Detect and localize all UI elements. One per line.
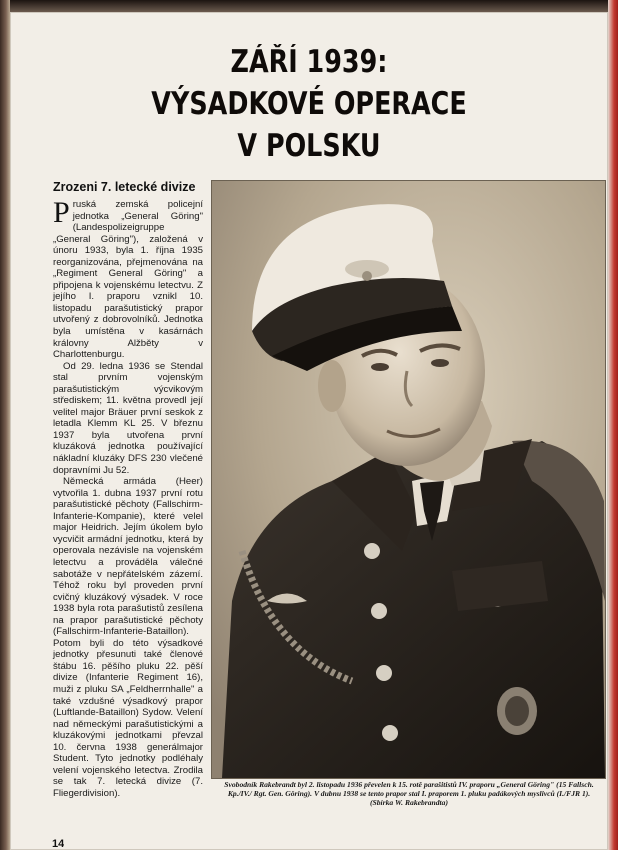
title-line-3: V POLSKU — [237, 128, 381, 164]
portrait-illustration — [212, 181, 605, 778]
page-top-edge — [0, 0, 618, 12]
photo-caption: Svobodník Rakebrandt byl 2. listopadu 1936 převelen k 15. rotě parašitistů IV. praporu „General Göring" (15 Fallsch. Kp./IV./ Rgt. Gen. Göring). V dubnu 1938 se tento prapor stal I. praporem 1. pluku padákových myslivců (I./FJR 1). (Sbírka W. Rakebrandta) — [224, 780, 594, 808]
page-number: 14 — [52, 838, 65, 850]
paragraph-3: Německá armáda (Heer) vytvořila 1. dubna 1937 první rotu parašutistické pěchoty (Fallschirm-Infanterie-Kompanie), které velel major Heidrich. Jejím úkolem bylo vycvičit armádní jednotku, která by operovala nezávisle na vojenském letectvu a prováděla válečné sabotáže v nepřátelském zázemí. Téhož roku byl proveden první cvičný kluzákový výsadek. V roce 1938 byla rota parašutistů zesílena na prapor parašutistické pěchoty (Fallschirm-Infanterie-Bataillon). Potom byli do této výsadkové jednotky přesunuti také členové štábu 16. pěšího pluku 22. pěší divize (Infanterie Regiment 16), muži z pluku SA „Feldherrnhalle" a také vzdušné výsadkový prapor (Luftlande-Bataillon) Sydow. Velení nad německými parašutistickými a kluzákovými jednotkami převzal 10. června 1938 generálmajor Student. Tyto jednotky podléhaly velení vojenského letectva. Zrodila se tak 7. letecká divize (7. Fliegerdivision). — [53, 476, 203, 799]
portrait-photo — [212, 181, 605, 778]
paragraph-2: Od 29. ledna 1936 se Stendal stal prvním vojenským parašutistickým výcvikovým střediskem; 11. května provedl její velitel major Bräuer první seskok z letadla Klemm KL 25. V březnu 1937 byla utvořena první kluzáková jednotka používající nákladní kluzáky DFS 230 vlečené dopravními Ju 52. — [53, 360, 203, 476]
title-line-2: VÝSADKOVÉ OPERACE — [151, 86, 467, 122]
drop-cap: P — [53, 196, 70, 229]
paragraph-1-text: ruská zemská policejní jednotka „General Göring" (Landespolizeigruppe „General Göring"), založená v únoru 1933, byla 1. října 1935 reorganizována, přejmenována na „Regiment General Göring" a připojena k vojenskému letectvu. Z jejího I. praporu vznikl 10. listopadu parašutistický prapor utvořený z dobrovolníků. Jednotka byla umístěna v kasárnách královny Alžběty v Charlottenburgu. — [53, 199, 203, 361]
book-spine-edge — [0, 0, 10, 850]
paragraph-1 — [53, 196, 203, 361]
section-heading: Zrozeni 7. letecké divize — [53, 180, 196, 194]
book-right-edge — [608, 0, 618, 850]
article-column — [53, 196, 203, 799]
title-line-1: ZÁŘÍ 1939: — [230, 44, 388, 80]
